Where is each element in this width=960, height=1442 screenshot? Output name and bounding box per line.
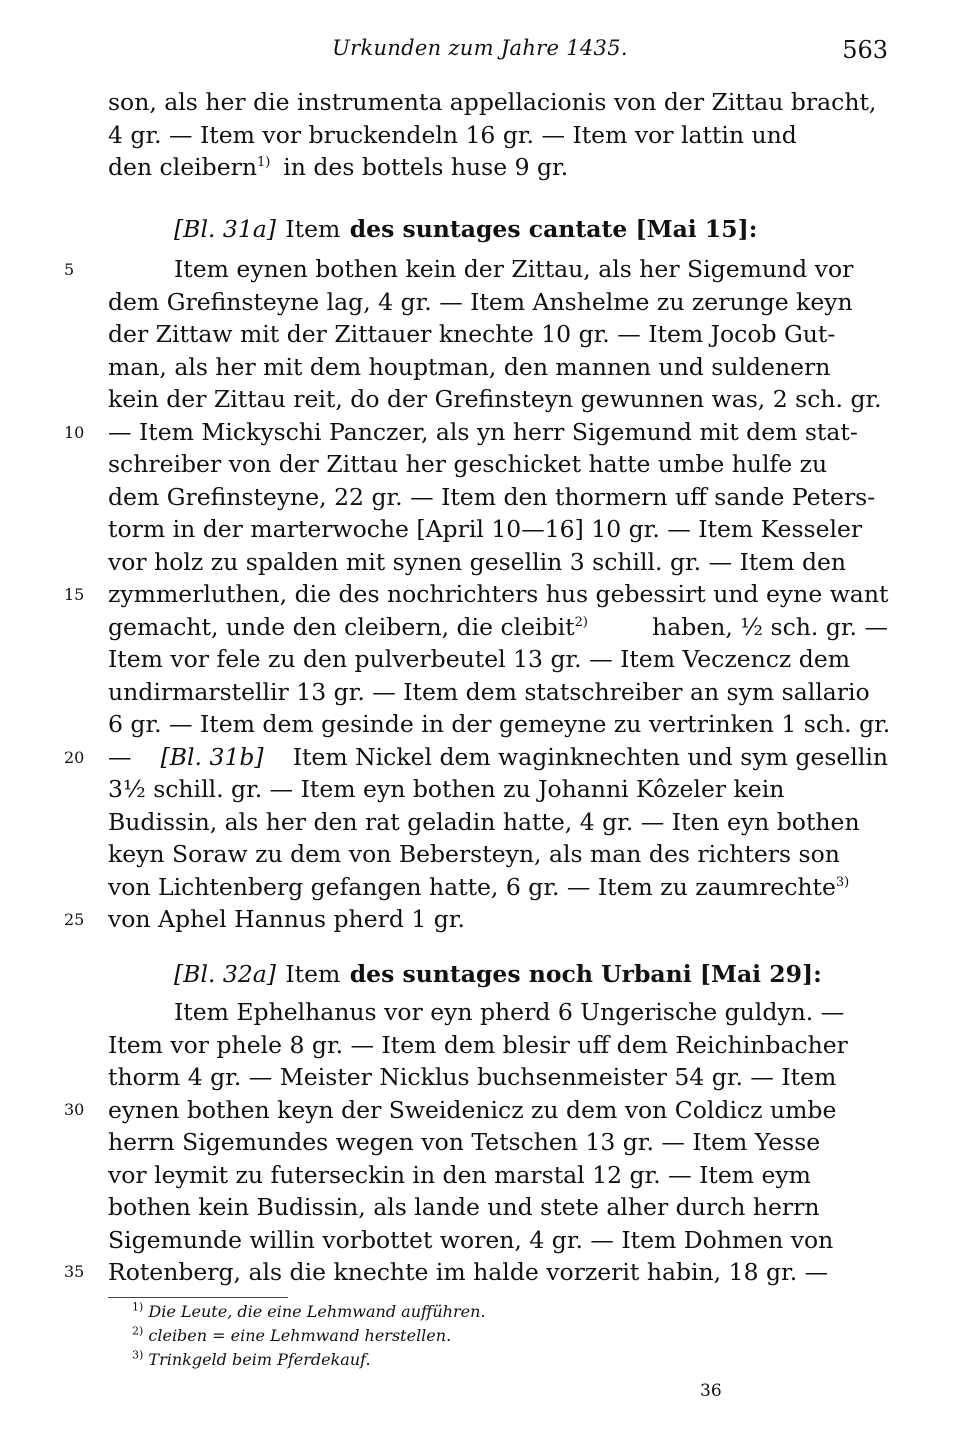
text-line: eynen bothen keyn der Sweidenicz zu dem von Coldicz umbe bbox=[108, 1095, 837, 1124]
text-line: 4 gr. — Item vor bruckendeln 16 gr. — Item vor lattin und bbox=[108, 120, 797, 149]
line-number: 15 bbox=[64, 585, 85, 604]
text-line: Rotenberg, als die knechte im halde vorzerit habin, 18 gr. — bbox=[108, 1258, 829, 1286]
footnote-text: cleiben = eine Lehmwand herstellen. bbox=[148, 1326, 452, 1345]
text-line: 3½ schill. gr. — Item eyn bothen zu Johanni Kôzeler kein bbox=[108, 775, 785, 803]
footnote-mark: 3) bbox=[132, 1348, 144, 1362]
paragraph-2 bbox=[108, 253, 891, 936]
line-number: 25 bbox=[64, 910, 85, 929]
text-line: schreiber von der Zittau her geschicket hatte umbe hulfe zu bbox=[108, 450, 828, 478]
heading-date: des suntages noch Urbani [Mai 29]: bbox=[349, 960, 822, 988]
footnote-ref: 2) bbox=[574, 614, 588, 630]
text-fragment: in des bottels huse 9 gr. bbox=[283, 153, 569, 181]
section-heading-2 bbox=[108, 958, 888, 991]
footnote-2 bbox=[132, 1324, 451, 1348]
text-line: Item Ephelhanus vor eyn pherd 6 Ungerische guldyn. — bbox=[174, 998, 845, 1026]
text-line: Item vor phele 8 gr. — Item dem blesir uff dem Reichinbacher bbox=[108, 1030, 848, 1059]
text-line: undirmarstellir 13 gr. — Item dem statschreiber an sym sallario bbox=[108, 677, 870, 706]
text-fragment: den cleibern bbox=[108, 153, 257, 181]
text-line: kein der Zittau reit, do der Grefinsteyn gewunnen was, 2 sch. gr. bbox=[108, 385, 882, 413]
text-line bbox=[108, 151, 888, 184]
text-line: — Item Mickyschi Panczer, als yn herr Sigemund mit dem stat- bbox=[108, 417, 858, 446]
paragraph-1 bbox=[108, 86, 888, 184]
footnote-ref: 1) bbox=[256, 155, 271, 171]
folio-ref: [Bl. 31b] bbox=[160, 742, 264, 771]
folio-ref: [Bl. 32a] bbox=[174, 960, 276, 988]
line-number: 20 bbox=[64, 748, 85, 767]
footnote-3 bbox=[132, 1348, 371, 1372]
footnote-text: Trinkgeld beim Pferdekauf. bbox=[148, 1350, 371, 1369]
footnote-mark: 1) bbox=[132, 1300, 144, 1314]
line-number: 35 bbox=[64, 1262, 85, 1281]
text-line bbox=[108, 871, 888, 904]
heading-item: Item bbox=[285, 960, 341, 988]
text-line: bothen kein Budissin, als lande und stete alher durch herrn bbox=[108, 1193, 820, 1221]
section-heading-1 bbox=[108, 213, 888, 246]
text-line: dem Grefinsteyne lag, 4 gr. — Item Anshelme zu zerunge keyn bbox=[108, 287, 853, 316]
text-line: keyn Soraw zu dem von Bebersteyn, als man des richters son bbox=[108, 840, 840, 868]
footnote-1 bbox=[132, 1300, 485, 1324]
text-line: zymmerluthen, die des nochrichters hus gebessirt und eyne want bbox=[108, 580, 889, 608]
text-line: son, als her die instrumenta appellacionis von der Zittau bracht, bbox=[108, 88, 877, 116]
folio-ref: [Bl. 31a] bbox=[174, 215, 276, 243]
footnote-divider bbox=[108, 1297, 288, 1298]
text-line: thorm 4 gr. — Meister Nicklus buchsenmeister 54 gr. — Item bbox=[108, 1063, 837, 1091]
text-line: Item eynen bothen kein der Zittau, als her Sigemund vor bbox=[174, 255, 854, 283]
text-line: herrn Sigemundes wegen von Tetschen 13 gr. — Item Yesse bbox=[108, 1128, 821, 1156]
text-line: Sigemunde willin vorbottet woren, 4 gr. — Item Dohmen von bbox=[108, 1225, 834, 1254]
footnote-text: Die Leute, die eine Lehmwand aufführen. bbox=[148, 1302, 486, 1321]
text-line: von Aphel Hannus pherd 1 gr. bbox=[108, 905, 465, 933]
text-line: 6 gr. — Item dem gesinde in der gemeyne zu vertrinken 1 sch. gr. bbox=[108, 710, 891, 738]
text-line: man, als her mit dem houptman, den mannen und suldenern bbox=[108, 352, 831, 381]
page-number: 563 bbox=[842, 36, 888, 64]
text-line: torm in der marterwoche [April 10—16] 10 gr. — Item Kesseler bbox=[108, 515, 863, 543]
line-number: 5 bbox=[64, 260, 75, 279]
text-line: vor holz zu spalden mit synen gesellin 3 schill. gr. — Item den bbox=[108, 547, 847, 576]
text-line: Item vor fele zu den pulverbeutel 13 gr. — Item Veczencz dem bbox=[108, 645, 851, 673]
text-line bbox=[108, 741, 888, 774]
text-fragment: haben, ½ sch. gr. — bbox=[652, 612, 888, 641]
running-header: Urkunden zum Jahre 1435. bbox=[332, 36, 628, 60]
line-number: 30 bbox=[64, 1100, 85, 1119]
footnote-mark: 2) bbox=[132, 1324, 144, 1338]
text-line: der Zittaw mit der Zittauer knechte 10 gr. — Item Jocob Gut- bbox=[108, 320, 836, 348]
paragraph-3 bbox=[108, 996, 888, 1289]
text-fragment: — bbox=[108, 742, 132, 771]
text-line: vor leymit zu futerseckin in den marstal 12 gr. — Item eym bbox=[108, 1160, 811, 1189]
heading-item: Item bbox=[285, 215, 341, 243]
text-fragment: von Lichtenberg gefangen hatte, 6 gr. — Item zu zaumrechte bbox=[108, 872, 836, 901]
line-number: 10 bbox=[64, 423, 85, 442]
text-line bbox=[108, 611, 888, 644]
signature-mark: 36 bbox=[700, 1381, 722, 1401]
text-fragment: Item Nickel dem waginknechten und sym gesellin bbox=[292, 742, 888, 771]
heading-date: des suntages cantate [Mai 15]: bbox=[349, 215, 758, 243]
text-line: Budissin, als her den rat geladin hatte, 4 gr. — Iten eyn bothen bbox=[108, 807, 860, 836]
footnote-ref: 3) bbox=[835, 874, 850, 890]
text-fragment: gemacht, unde den cleibern, die cleibit bbox=[108, 612, 575, 641]
text-line: dem Grefinsteyne, 22 gr. — Item den thormern uff sande Peters- bbox=[108, 482, 876, 511]
